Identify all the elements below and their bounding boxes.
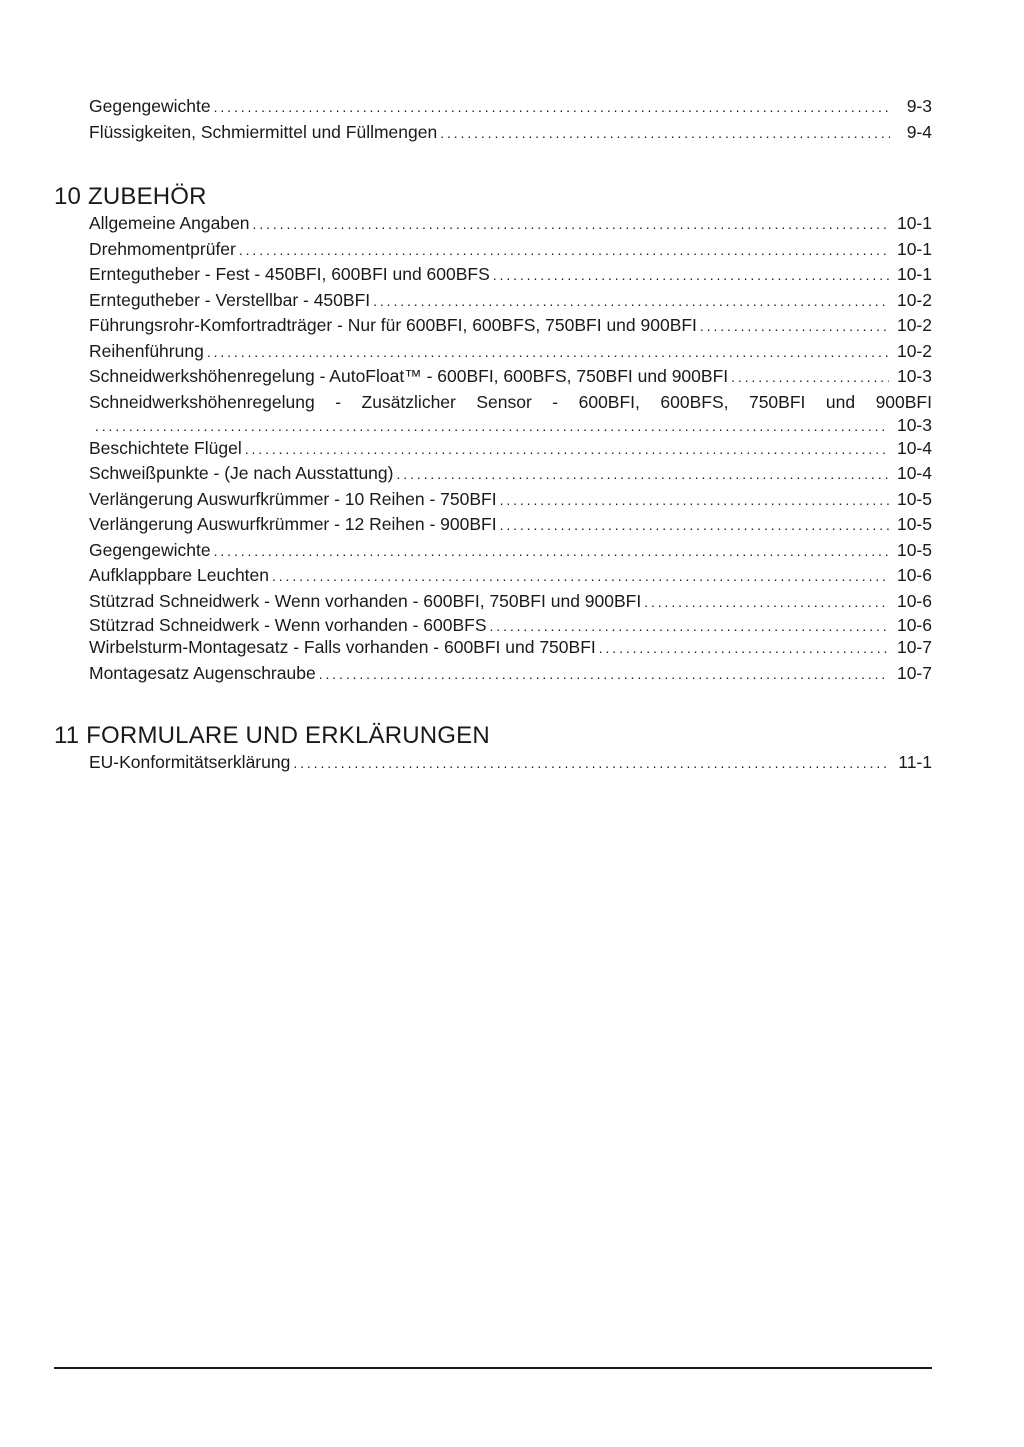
- toc-entry-title: Stützrad Schneidwerk - Wenn vorhanden - 600BFI, 750BFI und 900BFI: [89, 589, 644, 615]
- toc-entry[interactable]: [89, 364, 932, 390]
- dot-leader: [490, 615, 889, 637]
- toc-entry-list: [54, 750, 932, 776]
- footer-divider: [54, 1367, 932, 1369]
- toc-entry-title: Allgemeine Angaben: [89, 211, 253, 237]
- toc-entry-page: 10-7: [896, 637, 932, 657]
- toc-entry-page: 9-3: [906, 96, 932, 116]
- toc-entry[interactable]: [89, 538, 932, 564]
- toc-entry-page: 10-5: [896, 488, 932, 509]
- dot-leader: [214, 95, 890, 121]
- toc-entry-list: [54, 436, 932, 615]
- toc-entry-title: EU-Konformitätserklärung: [89, 750, 293, 776]
- toc-entry[interactable]: [89, 636, 932, 658]
- toc-entry[interactable]: [89, 512, 932, 538]
- toc-entry-page: 10-1: [896, 238, 932, 259]
- toc-entry[interactable]: [89, 563, 932, 589]
- toc-entry-title: Reihenführung: [89, 339, 207, 365]
- toc-entry[interactable]: [89, 313, 932, 339]
- toc-entry-page: 10-5: [896, 539, 932, 560]
- toc-entry[interactable]: [89, 436, 932, 462]
- toc-entry-title: Stützrad Schneidwerk - Wenn vorhanden - 600BFS: [89, 614, 490, 636]
- toc-entry-title: Wirbelsturm-Montagesatz - Falls vorhanden - 600BFI und 750BFI: [89, 636, 599, 658]
- toc-entry[interactable]: [89, 237, 932, 263]
- toc-entry-title: Erntegutheber - Fest - 450BFI, 600BFI und 600BFS: [89, 262, 493, 288]
- toc-entry[interactable]: [89, 461, 932, 487]
- dot-leader: [373, 289, 889, 315]
- toc-entry[interactable]: [89, 339, 932, 365]
- chapter-heading: 10 ZUBEHÖR: [54, 183, 207, 210]
- dot-leader: [599, 637, 889, 659]
- toc-entry-page: 10-1: [896, 264, 932, 284]
- toc-entry-list: [54, 94, 932, 145]
- toc-entry-title: Schneidwerkshöhenregelung - Zusätzlicher Sensor - 600BFI, 600BFS, 750BFI und 900BFI: [89, 391, 932, 412]
- toc-entry-page: 10-1: [896, 213, 932, 233]
- toc-entry-title: Führungsrohr-Komfortradträger - Nur für 600BFI, 600BFS, 750BFI und 900BFI: [89, 313, 700, 339]
- toc-entry-page: 10-5: [896, 514, 932, 534]
- toc-entry-list: [54, 614, 932, 658]
- dot-leader: [644, 590, 889, 616]
- toc-entry-page: 10-4: [896, 463, 932, 483]
- toc-entry-page: 10-2: [896, 340, 932, 361]
- dot-leader: [500, 488, 889, 514]
- dot-leader: [440, 121, 890, 147]
- toc-entry[interactable]: [89, 661, 932, 687]
- toc-chapter-11: [54, 722, 932, 776]
- toc-entry-page: 9-4: [906, 121, 932, 142]
- toc-entry[interactable]: [89, 288, 932, 314]
- toc-entry[interactable]: [89, 94, 932, 120]
- toc-entry-page: 10-6: [896, 590, 932, 611]
- toc-entry[interactable]: [89, 120, 932, 146]
- toc-entry-list: [54, 661, 932, 687]
- toc-chapter-10: [54, 183, 932, 687]
- toc-entry-page: 10-3: [896, 414, 932, 435]
- toc-chapter-9-continued: [54, 94, 932, 145]
- toc-entry[interactable]: [89, 487, 932, 513]
- dot-leader: [207, 340, 889, 366]
- toc-entry-title: Gegengewichte: [89, 538, 214, 564]
- dot-leader: [245, 437, 889, 463]
- dot-leader: [239, 238, 889, 264]
- dot-leader: [214, 539, 889, 565]
- chapter-heading: 11 FORMULARE UND ERKLÄRUNGEN: [54, 722, 490, 749]
- toc-entry-title: Schneidwerkshöhenregelung - AutoFloat™ - 600BFI, 600BFS, 750BFI und 900BFI: [89, 364, 731, 390]
- toc-entry[interactable]: [89, 750, 932, 776]
- toc-entry-page: 10-6: [896, 565, 932, 585]
- toc-entry-page: 10-2: [896, 289, 932, 310]
- dot-leader: [89, 415, 889, 437]
- dot-leader: [493, 263, 889, 289]
- toc-entry-title: Erntegutheber - Verstellbar - 450BFI: [89, 288, 373, 314]
- toc-entry-title: Gegengewichte: [89, 94, 214, 120]
- dot-leader: [731, 365, 889, 391]
- toc-entry-title: Schweißpunkte - (Je nach Ausstattung): [89, 461, 396, 487]
- toc-entry-title: Flüssigkeiten, Schmiermittel und Füllmengen: [89, 120, 440, 146]
- toc-entry-page: 10-7: [896, 663, 932, 683]
- toc-entry-title: Montagesatz Augenschraube: [89, 661, 319, 687]
- toc-entry[interactable]: [89, 589, 932, 615]
- toc-entry[interactable]: [89, 262, 932, 288]
- toc-entry-page: 10-2: [896, 315, 932, 335]
- toc-entry-page: 10-4: [896, 437, 932, 458]
- dot-leader: [293, 751, 890, 777]
- toc-entry[interactable]: [89, 614, 932, 636]
- toc-entry-page: 10-3: [896, 366, 932, 386]
- toc-entry-page: 11-1: [898, 752, 932, 772]
- dot-leader: [253, 212, 889, 238]
- toc-entry-title: Aufklappbare Leuchten: [89, 563, 272, 589]
- dot-leader: [700, 314, 889, 340]
- toc-entry-title: Drehmomentprüfer: [89, 237, 239, 263]
- dot-leader: [319, 662, 889, 688]
- dot-leader: [396, 462, 889, 488]
- toc-entry-title: Verlängerung Auswurfkrümmer - 12 Reihen - 900BFI: [89, 512, 500, 538]
- toc-entry-title: Verlängerung Auswurfkrümmer - 10 Reihen - 750BFI: [89, 487, 500, 513]
- dot-leader: [272, 564, 889, 590]
- toc-entry[interactable]: [89, 211, 932, 237]
- dot-leader: [500, 513, 889, 539]
- toc-entry-wrapped[interactable]: [89, 390, 932, 436]
- toc-entry-page: 10-6: [896, 615, 932, 635]
- toc-entry-title: Beschichtete Flügel: [89, 436, 245, 462]
- toc-entry-list: [54, 211, 932, 390]
